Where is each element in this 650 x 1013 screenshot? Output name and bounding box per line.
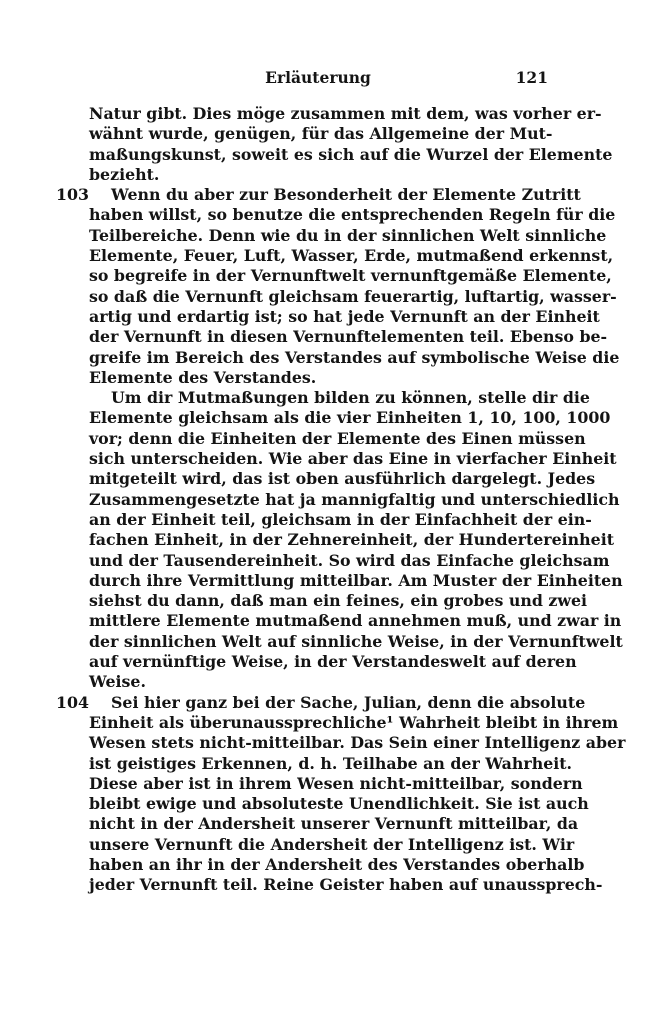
line-text: greife im Bereich des Verstandes auf symbolische Weise die [89,347,620,367]
line-text: Sei hier ganz bei der Sache, Julian, denn die absolute [111,692,586,712]
text-line [89,733,626,753]
line-text: siehst du dann, daß man ein feines, ein grobes und zwei [89,591,587,611]
line-text: Natur gibt. Dies möge zusammen mit dem, was vorher er- [89,104,602,123]
text-line [89,469,596,489]
line-text: jeder Vernunft teil. Reine Geister haben auf unaussprech- [89,875,603,895]
line-text: sich unterscheiden. Wie aber das Eine in vierfacher Einheit [89,449,617,469]
line-text: mitgeteilt wird, das ist oben ausführlich dargelegt. Jedes [89,469,596,489]
line-text: so daß die Vernunft gleichsam feuerartig, luftartig, wasser- [89,286,617,306]
line-text: ist geistiges Erkennen, d. h. Teilhabe an der Wahrheit. [89,753,573,773]
line-text: Weise. [89,672,146,692]
text-line [89,205,616,225]
text-line [89,672,548,692]
line-text: Wesen stets nicht-mitteilbar. Das Sein einer Intelligenz aber [89,733,626,753]
line-text: Elemente gleichsam als die vier Einheiten 1, 10, 100, 1000 [89,408,611,428]
running-header [88,68,548,92]
text-line [56,185,581,205]
text-line [89,591,587,611]
line-text: auf vernünftige Weise, in der Verstandeswelt auf deren [89,652,577,672]
line-text: bezieht. [89,164,160,184]
text-line [89,875,603,895]
section-number: 103 [56,185,89,205]
text-line [89,246,614,266]
text-line [89,814,579,834]
text-line [89,306,600,327]
text-line [89,794,589,814]
text-line [89,652,577,672]
line-text: maßungskunst, soweit es sich auf die Wurzel der Elemente [89,144,613,164]
text-line [89,428,586,449]
line-text: und der Tausendereinheit. So wird das Einfache gleichsam [89,550,610,570]
text-line [89,286,617,307]
text-line [56,692,586,713]
page-number: 121 [515,68,548,87]
line-text: bleibt ewige und absoluteste Unendlichkeit. Sie ist auch [89,794,589,814]
line-text: artig und erdartig ist; so hat jede Vernunft an der Einheit [89,306,600,326]
text-line [89,144,613,165]
line-text: Diese aber ist in ihrem Wesen nicht-mitteilbar, sondern [89,773,583,793]
text-line [89,712,619,733]
line-text: unsere Vernunft die Andersheit der Intelligenz ist. Wir [89,834,575,854]
text-line [89,347,620,368]
line-text: wähnt wurde, genügen, für das Allgemeine der Mut- [89,124,553,144]
line-text: Zusammengesetzte hat ja mannigfaltig und unterschiedlich [89,489,620,509]
text-line [89,165,548,185]
text-line [89,509,592,530]
line-text: Elemente des Verstandes. [89,367,317,387]
line-text: Einheit als überunaussprechliche¹ Wahrheit bleibt in ihrem [89,712,619,732]
text-line [89,773,583,794]
text-line [89,408,611,428]
body-text [56,104,626,896]
line-text: haben an ihr in der Andersheit des Verstandes oberhalb [89,854,585,874]
line-text: durch ihre Vermittlung mitteilbar. Am Muster der Einheiten [89,570,623,590]
text-line [89,753,573,774]
text-line [89,327,608,347]
text-line [89,489,620,510]
text-line [89,570,623,591]
text-line [89,854,585,875]
text-line [89,266,612,286]
line-text: haben willst, so benutze die entsprechenden Regeln für die [89,205,616,225]
text-line [89,104,602,124]
line-text: der Vernunft in diesen Vernunftelementen teil. Ebenso be- [89,327,608,347]
line-text: Elemente, Feuer, Luft, Wasser, Erde, mutmaßend erkennst, [89,246,614,266]
text-line [89,834,575,855]
line-text: der sinnlichen Welt auf sinnliche Weise, in der Vernunftwelt [89,631,623,651]
line-text: Um dir Mutmaßungen bilden zu können, stelle dir die [111,388,590,408]
line-text: Wenn du aber zur Besonderheit der Elemente Zutritt [111,185,581,205]
line-text: nicht in der Andersheit unserer Vernunft mitteilbar, da [89,814,579,834]
line-text: Teilbereiche. Denn wie du in der sinnlichen Welt sinnliche [89,225,607,245]
text-line [89,530,614,550]
text-line [89,124,553,144]
running-title: Erläuterung [265,68,371,87]
section-number: 104 [56,692,89,712]
text-line [89,388,590,408]
text-line [89,225,607,246]
line-text: mittlere Elemente mutmaßend annehmen muß, und zwar in [89,611,622,631]
text-line [89,611,622,631]
line-text: an der Einheit teil, gleichsam in der Einfachheit der ein- [89,509,592,529]
line-text: fachen Einheit, in der Zehnereinheit, der Hundertereinheit [89,530,614,550]
line-text: so begreife in der Vernunftwelt vernunftgemäße Elemente, [89,266,612,286]
text-line [89,550,610,571]
text-line [89,631,623,652]
text-line [89,368,548,388]
text-line [89,449,617,469]
line-text: vor; denn die Einheiten der Elemente des Einen müssen [89,428,586,448]
